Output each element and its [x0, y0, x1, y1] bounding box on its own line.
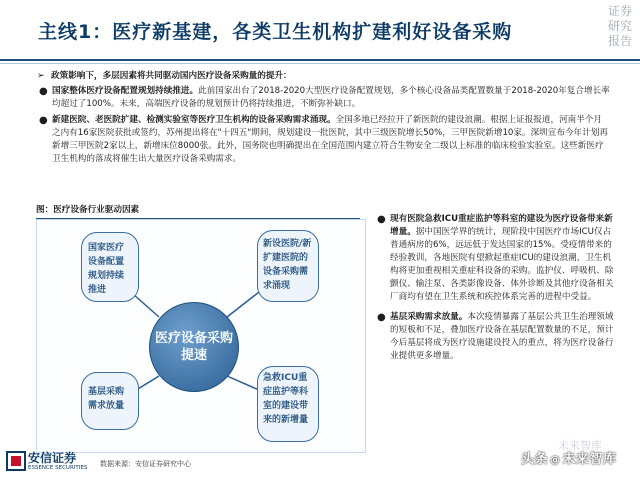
side-point-item — [376, 311, 616, 363]
connector-top-left — [133, 294, 159, 317]
logo-text-cn: 安信证券 — [28, 451, 77, 465]
logo-text-en: ESSENCE SECURITIES — [28, 465, 88, 471]
point-body: 此前国家出台了2018-2020大型医疗设备配置规划，多个核心设备品类配置数量于2018-2020年复合增长率均超过了100%。未来，高端医疗设备的规划预计仍将持续推进，不断弥补缺口。 — [52, 86, 610, 109]
side-point-lead: 基层采购需求放量。 — [390, 312, 468, 322]
corner-label: 证券研究报告 — [608, 4, 633, 48]
watermark-sep: @ — [550, 455, 561, 466]
point-lead: 国家整体医疗设备配置规划持续推进。 — [52, 86, 199, 96]
intro-paragraph — [36, 70, 610, 83]
intro-text: 政策影响下，多层因素将共同驱动国内医疗设备采购量的提升： — [51, 71, 292, 81]
company-logo — [6, 447, 96, 475]
point-list — [36, 85, 610, 166]
point-body: 全国多地已经拉开了新医院的建设浪潮。根据上证报报道，河南半个月之内有16家医院获批或签约，苏州提出将在"十四五"期间，规划建设一批医院，其中三级医院增长50%，三甲医院新增10家。深圳宣布今年计划再新增三甲医院2家以上，新增床位8000张。此外，国务院也明确提出在全国范围内建立符合生物安全二级以上标准的临床检验实验室。这些新医疗卫生机构的落成将催生出大量医疗设备采购需求。 — [52, 115, 608, 164]
title-rule-thin — [0, 63, 640, 64]
driver-box-bottom-right: 急救ICU重症监护等科室的建设带来的新增量 — [257, 366, 319, 442]
connector-top-right — [227, 292, 259, 317]
watermark-left: 头条 — [521, 452, 549, 467]
page-title: 主线1：医疗新基建，各类卫生机构扩建利好设备采购 — [38, 21, 513, 43]
side-point-body: 据中国医学界的统计，现阶段中国医疗市场ICU仅占普通病房的6%，远远低于发达国家的15%。受疫情带来的经验教训，各地医院有望掀起重症ICU的建设浪潮，卫生机构将更加重视相关重症科设备的采购。监护仪、呼吸机、除颤仪、输注泵、各类影像设备、体外诊断及其他疗设备相关厂商均有望在卫生系统和疾控体系完善的进程中受益。 — [390, 227, 614, 302]
bullet-dot-icon: ● — [39, 86, 48, 97]
driver-diagram — [36, 219, 366, 453]
arrow-bullet-icon: ➢ — [37, 71, 45, 81]
side-point-lead: 现有医院急救ICU重症监护等科室的建设为医疗设备带来新增量。 — [390, 214, 613, 237]
point-item — [36, 85, 610, 111]
text-block — [36, 70, 610, 169]
bullet-dot-icon: ● — [377, 214, 386, 225]
driver-box-top-left: 国家医疗设备配置规划持续推进 — [81, 232, 139, 302]
bullet-dot-icon: ● — [377, 312, 386, 323]
center-hub: 医疗设备采购提速 — [149, 302, 239, 392]
title-rule — [0, 59, 640, 61]
watermark — [521, 448, 617, 467]
driver-box-top-right: 新设医院/新扩建医院的设备采购需求涌现 — [257, 230, 319, 302]
side-point-item — [376, 213, 616, 304]
point-item — [36, 114, 610, 166]
connector-bottom-right — [227, 376, 259, 390]
watermark-ghost: 未来智库 — [558, 439, 602, 452]
figure-caption: 图：医疗设备行业驱动因素 — [36, 203, 360, 219]
bullet-dot-icon: ● — [39, 115, 48, 126]
driver-box-bottom-left: 基层采购需求放量 — [81, 372, 139, 430]
side-block — [376, 213, 616, 370]
logo-mark-icon — [6, 451, 26, 471]
point-lead: 新建医院、老医院扩建、检测实验室等医疗卫生机构的设备采购需求涌现。 — [52, 115, 336, 125]
data-source: 数据来源：安信证券研究中心 — [100, 460, 191, 468]
side-point-body: 本次疫情暴露了基层公共卫生治理领域的短板和不足，叠加医疗设备在基层配置数量的不足，预计今后基层将成为医疗设施建设投入的重点，将为医疗设备行业提供更多增量。 — [390, 312, 614, 361]
watermark-right: 未来智库 — [562, 452, 617, 467]
